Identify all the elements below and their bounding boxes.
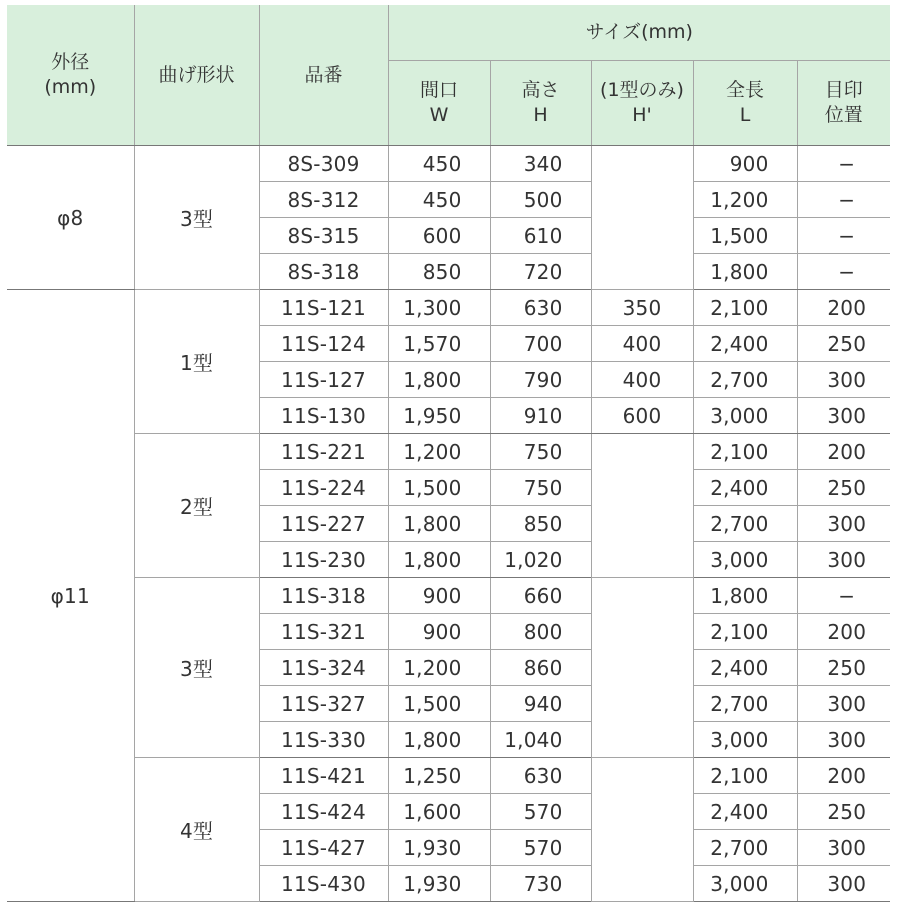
bend-shape-cell: 3型 — [134, 578, 259, 758]
part-number-cell: 11S-330 — [259, 722, 388, 758]
height-prime-cell: 400 — [591, 326, 693, 362]
mark-position-cell: 250 — [797, 650, 890, 686]
table-row — [7, 290, 890, 326]
table-row — [7, 758, 890, 794]
header-part-number: 品番 — [259, 5, 388, 146]
mark-position-cell: 300 — [797, 866, 890, 902]
mark-position-cell: 250 — [797, 326, 890, 362]
outer-diameter-cell: φ11 — [7, 290, 134, 902]
width-cell: 1,800 — [388, 362, 490, 398]
width-cell: 1,200 — [388, 434, 490, 470]
height-prime-blank-cell — [591, 146, 693, 290]
mark-position-cell: − — [797, 254, 890, 290]
part-number-cell: 11S-421 — [259, 758, 388, 794]
bend-shape-cell: 3型 — [134, 146, 259, 290]
header-length: 全長 L — [693, 61, 797, 146]
width-cell: 1,250 — [388, 758, 490, 794]
height-prime-cell: 600 — [591, 398, 693, 434]
length-cell: 2,700 — [693, 686, 797, 722]
length-cell: 2,700 — [693, 362, 797, 398]
header-outer-diameter: 外径 (mm) — [7, 5, 134, 146]
length-cell: 2,400 — [693, 794, 797, 830]
header-size-group: サイズ(mm) — [388, 5, 890, 61]
mark-position-cell: − — [797, 218, 890, 254]
length-cell: 3,000 — [693, 542, 797, 578]
width-cell: 1,600 — [388, 794, 490, 830]
width-cell: 1,300 — [388, 290, 490, 326]
part-number-cell: 11S-430 — [259, 866, 388, 902]
height-cell: 630 — [490, 758, 591, 794]
width-cell: 1,200 — [388, 650, 490, 686]
width-cell: 600 — [388, 218, 490, 254]
length-cell: 2,400 — [693, 326, 797, 362]
length-cell: 2,100 — [693, 290, 797, 326]
part-number-cell: 11S-324 — [259, 650, 388, 686]
table-body — [7, 146, 890, 902]
height-cell: 1,040 — [490, 722, 591, 758]
bend-shape-cell: 2型 — [134, 434, 259, 578]
width-cell: 1,800 — [388, 722, 490, 758]
part-number-cell: 8S-315 — [259, 218, 388, 254]
height-cell: 610 — [490, 218, 591, 254]
part-number-cell: 11S-121 — [259, 290, 388, 326]
width-cell: 1,950 — [388, 398, 490, 434]
table-row — [7, 434, 890, 470]
mark-position-cell: 200 — [797, 614, 890, 650]
length-cell: 1,800 — [693, 578, 797, 614]
width-cell: 1,930 — [388, 866, 490, 902]
bend-shape-cell: 4型 — [134, 758, 259, 902]
height-cell: 720 — [490, 254, 591, 290]
mark-position-cell: 300 — [797, 722, 890, 758]
width-cell: 1,500 — [388, 470, 490, 506]
length-cell: 2,100 — [693, 758, 797, 794]
length-cell: 2,100 — [693, 434, 797, 470]
part-number-cell: 11S-321 — [259, 614, 388, 650]
part-number-cell: 11S-318 — [259, 578, 388, 614]
part-number-cell: 11S-227 — [259, 506, 388, 542]
mark-position-cell: 200 — [797, 434, 890, 470]
mark-position-cell: 300 — [797, 506, 890, 542]
height-cell: 790 — [490, 362, 591, 398]
width-cell: 900 — [388, 578, 490, 614]
height-cell: 500 — [490, 182, 591, 218]
length-cell: 1,800 — [693, 254, 797, 290]
height-cell: 630 — [490, 290, 591, 326]
outer-diameter-cell: φ8 — [7, 146, 134, 290]
width-cell: 1,930 — [388, 830, 490, 866]
height-cell: 800 — [490, 614, 591, 650]
mark-position-cell: 300 — [797, 686, 890, 722]
mark-position-cell: − — [797, 578, 890, 614]
part-number-cell: 11S-221 — [259, 434, 388, 470]
header-height: 高さ H — [490, 61, 591, 146]
height-cell: 570 — [490, 794, 591, 830]
height-cell: 700 — [490, 326, 591, 362]
bend-shape-cell: 1型 — [134, 290, 259, 434]
mark-position-cell: 250 — [797, 470, 890, 506]
header-width: 間口 W — [388, 61, 490, 146]
height-cell: 910 — [490, 398, 591, 434]
part-number-cell: 8S-312 — [259, 182, 388, 218]
height-prime-cell: 350 — [591, 290, 693, 326]
mark-position-cell: − — [797, 146, 890, 182]
mark-position-cell: − — [797, 182, 890, 218]
height-prime-blank-cell — [591, 758, 693, 902]
table-row — [7, 146, 890, 182]
part-number-cell: 8S-309 — [259, 146, 388, 182]
length-cell: 900 — [693, 146, 797, 182]
length-cell: 2,400 — [693, 650, 797, 686]
height-prime-cell: 400 — [591, 362, 693, 398]
width-cell: 1,500 — [388, 686, 490, 722]
length-cell: 1,500 — [693, 218, 797, 254]
part-number-cell: 11S-427 — [259, 830, 388, 866]
part-number-cell: 11S-130 — [259, 398, 388, 434]
width-cell: 900 — [388, 614, 490, 650]
part-number-cell: 11S-127 — [259, 362, 388, 398]
length-cell: 3,000 — [693, 866, 797, 902]
height-cell: 750 — [490, 470, 591, 506]
height-cell: 570 — [490, 830, 591, 866]
height-cell: 660 — [490, 578, 591, 614]
table-row — [7, 578, 890, 614]
width-cell: 450 — [388, 146, 490, 182]
length-cell: 3,000 — [693, 398, 797, 434]
mark-position-cell: 300 — [797, 362, 890, 398]
length-cell: 2,400 — [693, 470, 797, 506]
part-number-cell: 11S-327 — [259, 686, 388, 722]
length-cell: 2,700 — [693, 506, 797, 542]
size-spec-table — [7, 5, 890, 902]
part-number-cell: 11S-224 — [259, 470, 388, 506]
width-cell: 450 — [388, 182, 490, 218]
length-cell: 1,200 — [693, 182, 797, 218]
mark-position-cell: 300 — [797, 830, 890, 866]
width-cell: 1,800 — [388, 506, 490, 542]
mark-position-cell: 250 — [797, 794, 890, 830]
mark-position-cell: 300 — [797, 542, 890, 578]
height-prime-blank-cell — [591, 434, 693, 578]
width-cell: 850 — [388, 254, 490, 290]
height-cell: 940 — [490, 686, 591, 722]
part-number-cell: 11S-230 — [259, 542, 388, 578]
height-cell: 750 — [490, 434, 591, 470]
header-bend-shape: 曲げ形状 — [134, 5, 259, 146]
height-cell: 340 — [490, 146, 591, 182]
length-cell: 3,000 — [693, 722, 797, 758]
mark-position-cell: 200 — [797, 758, 890, 794]
height-cell: 730 — [490, 866, 591, 902]
width-cell: 1,570 — [388, 326, 490, 362]
header-mark-position: 目印 位置 — [797, 61, 890, 146]
mark-position-cell: 200 — [797, 290, 890, 326]
table-header — [7, 5, 890, 146]
part-number-cell: 11S-424 — [259, 794, 388, 830]
width-cell: 1,800 — [388, 542, 490, 578]
header-height-prime: (1型のみ) H' — [591, 61, 693, 146]
height-cell: 1,020 — [490, 542, 591, 578]
height-cell: 860 — [490, 650, 591, 686]
height-prime-blank-cell — [591, 578, 693, 758]
height-cell: 850 — [490, 506, 591, 542]
length-cell: 2,700 — [693, 830, 797, 866]
part-number-cell: 8S-318 — [259, 254, 388, 290]
mark-position-cell: 300 — [797, 398, 890, 434]
part-number-cell: 11S-124 — [259, 326, 388, 362]
length-cell: 2,100 — [693, 614, 797, 650]
